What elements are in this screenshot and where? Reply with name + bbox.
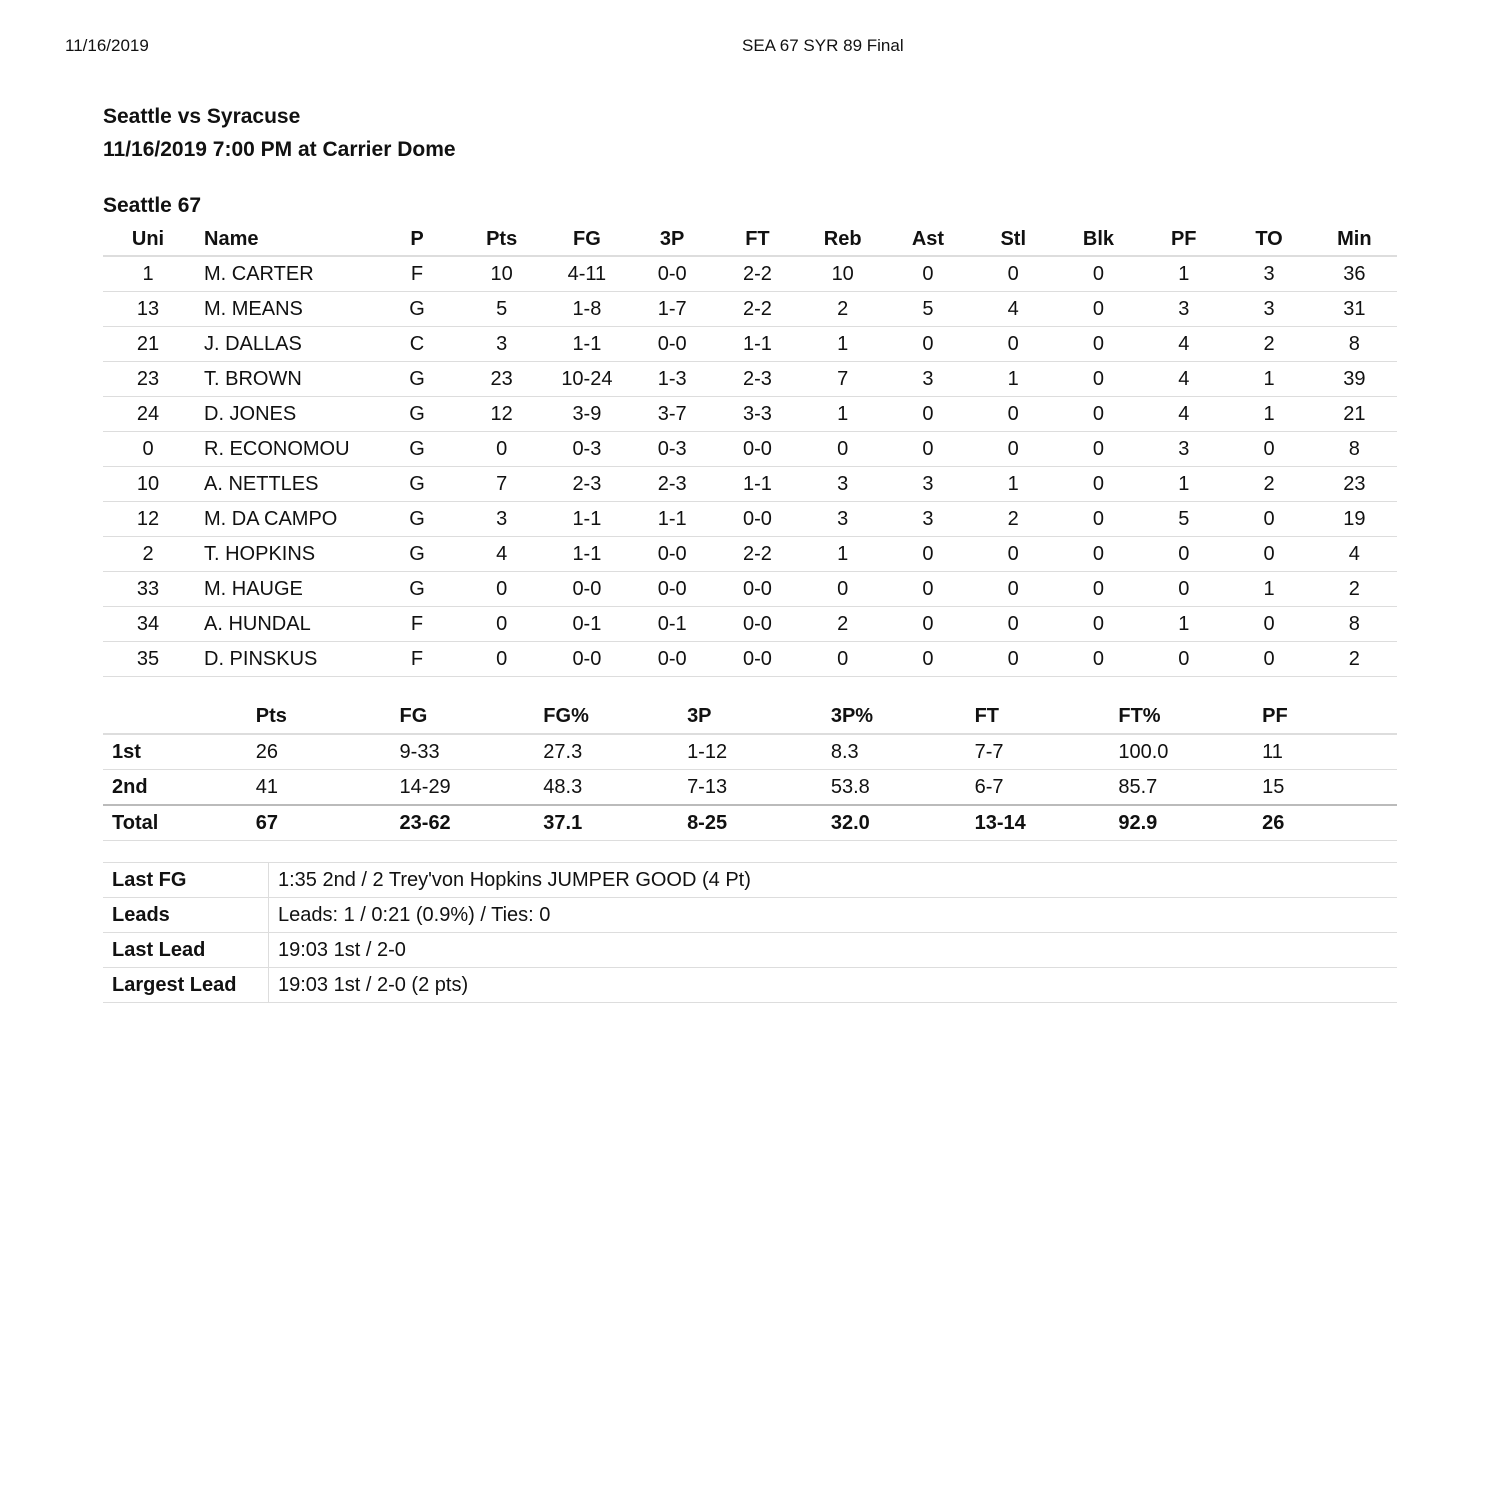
team-title: Seattle 67 xyxy=(103,194,202,217)
period-cell: 100.0 xyxy=(1109,734,1253,770)
player-cell-fg: 0-1 xyxy=(544,607,629,642)
player-row xyxy=(103,537,1397,572)
player-row xyxy=(103,327,1397,362)
player-cell-3p: 0-0 xyxy=(630,572,715,607)
player-row xyxy=(103,502,1397,537)
player-cell-fg: 4-11 xyxy=(544,256,629,292)
player-cell-ft: 1-1 xyxy=(715,327,800,362)
player-cell-ast: 3 xyxy=(885,502,970,537)
column-header: Reb xyxy=(800,223,885,256)
column-header: FG xyxy=(391,699,535,734)
player-cell-ft: 2-2 xyxy=(715,256,800,292)
player-cell-ft: 0-0 xyxy=(715,432,800,467)
info-row xyxy=(103,863,1397,898)
player-cell-reb: 0 xyxy=(800,572,885,607)
column-header: Ast xyxy=(885,223,970,256)
player-cell-to: 1 xyxy=(1226,397,1311,432)
player-cell-pts: 23 xyxy=(459,362,544,397)
column-header: FT xyxy=(715,223,800,256)
player-cell-pts: 0 xyxy=(459,572,544,607)
period-cell: 85.7 xyxy=(1109,770,1253,806)
player-cell-stl: 0 xyxy=(971,607,1056,642)
period-cell: 32.0 xyxy=(822,805,966,841)
player-row xyxy=(103,432,1397,467)
player-cell-min: 21 xyxy=(1312,397,1397,432)
player-cell-reb: 1 xyxy=(800,397,885,432)
period-label: 1st xyxy=(103,734,247,770)
info-value: 19:03 1st / 2-0 (2 pts) xyxy=(269,968,1398,1003)
player-cell-blk: 0 xyxy=(1056,537,1141,572)
info-label: Last FG xyxy=(103,863,269,898)
period-cell: 11 xyxy=(1253,734,1397,770)
player-cell-uni: 2 xyxy=(103,537,193,572)
player-cell-to: 0 xyxy=(1226,537,1311,572)
player-cell-name: M. MEANS xyxy=(193,292,375,327)
player-cell-stl: 0 xyxy=(971,327,1056,362)
player-cell-blk: 0 xyxy=(1056,572,1141,607)
player-cell-ft: 2-3 xyxy=(715,362,800,397)
player-cell-p: G xyxy=(375,432,459,467)
player-cell-3p: 0-3 xyxy=(630,432,715,467)
player-cell-reb: 0 xyxy=(800,642,885,677)
player-cell-3p: 0-1 xyxy=(630,607,715,642)
print-title: SEA 67 SYR 89 Final xyxy=(742,36,904,55)
period-cell: 26 xyxy=(1253,805,1397,841)
player-cell-fg: 0-0 xyxy=(544,572,629,607)
player-row xyxy=(103,397,1397,432)
info-label: Last Lead xyxy=(103,933,269,968)
column-header: Uni xyxy=(103,223,193,256)
player-cell-pf: 0 xyxy=(1141,642,1226,677)
player-cell-min: 36 xyxy=(1312,256,1397,292)
period-cell: 23-62 xyxy=(391,805,535,841)
player-cell-reb: 2 xyxy=(800,607,885,642)
column-header: Pts xyxy=(247,699,391,734)
player-cell-ast: 0 xyxy=(885,327,970,362)
player-row xyxy=(103,467,1397,502)
player-cell-fg: 2-3 xyxy=(544,467,629,502)
period-cell: 14-29 xyxy=(391,770,535,806)
player-cell-reb: 2 xyxy=(800,292,885,327)
player-cell-to: 0 xyxy=(1226,607,1311,642)
player-cell-fg: 1-8 xyxy=(544,292,629,327)
column-header: FG% xyxy=(534,699,678,734)
player-cell-min: 39 xyxy=(1312,362,1397,397)
player-cell-pts: 3 xyxy=(459,502,544,537)
player-cell-reb: 1 xyxy=(800,327,885,362)
player-cell-min: 8 xyxy=(1312,432,1397,467)
player-cell-p: F xyxy=(375,607,459,642)
period-cell: 27.3 xyxy=(534,734,678,770)
player-cell-ft: 2-2 xyxy=(715,537,800,572)
info-label: Largest Lead xyxy=(103,968,269,1003)
player-cell-fg: 1-1 xyxy=(544,502,629,537)
player-cell-name: A. NETTLES xyxy=(193,467,375,502)
player-cell-pts: 10 xyxy=(459,256,544,292)
player-cell-p: G xyxy=(375,292,459,327)
player-cell-blk: 0 xyxy=(1056,467,1141,502)
player-cell-name: A. HUNDAL xyxy=(193,607,375,642)
player-cell-reb: 1 xyxy=(800,537,885,572)
player-cell-pf: 1 xyxy=(1141,467,1226,502)
player-cell-fg: 3-9 xyxy=(544,397,629,432)
player-cell-ast: 3 xyxy=(885,467,970,502)
player-cell-3p: 1-3 xyxy=(630,362,715,397)
player-cell-ast: 3 xyxy=(885,362,970,397)
player-cell-pf: 0 xyxy=(1141,537,1226,572)
period-cell: 9-33 xyxy=(391,734,535,770)
player-cell-ft: 0-0 xyxy=(715,502,800,537)
player-cell-p: F xyxy=(375,642,459,677)
period-cell: 7-7 xyxy=(966,734,1110,770)
info-row xyxy=(103,933,1397,968)
player-cell-pf: 1 xyxy=(1141,607,1226,642)
box-score-table xyxy=(103,223,1397,677)
period-cell: 8.3 xyxy=(822,734,966,770)
player-cell-name: D. JONES xyxy=(193,397,375,432)
player-cell-pf: 1 xyxy=(1141,256,1226,292)
player-cell-3p: 3-7 xyxy=(630,397,715,432)
player-cell-pf: 3 xyxy=(1141,432,1226,467)
player-cell-min: 2 xyxy=(1312,642,1397,677)
player-cell-to: 3 xyxy=(1226,256,1311,292)
player-cell-p: G xyxy=(375,572,459,607)
player-cell-min: 31 xyxy=(1312,292,1397,327)
player-cell-name: D. PINSKUS xyxy=(193,642,375,677)
player-cell-ast: 0 xyxy=(885,256,970,292)
column-header xyxy=(103,699,247,734)
player-cell-ast: 0 xyxy=(885,572,970,607)
period-cell: 67 xyxy=(247,805,391,841)
half-totals-table xyxy=(103,699,1397,841)
player-cell-pts: 0 xyxy=(459,642,544,677)
game-matchup: Seattle vs Syracuse xyxy=(103,105,301,128)
player-cell-to: 2 xyxy=(1226,327,1311,362)
period-row xyxy=(103,734,1397,770)
player-cell-to: 0 xyxy=(1226,642,1311,677)
player-cell-3p: 1-7 xyxy=(630,292,715,327)
player-cell-3p: 0-0 xyxy=(630,642,715,677)
player-cell-3p: 0-0 xyxy=(630,537,715,572)
player-cell-pf: 4 xyxy=(1141,362,1226,397)
period-cell: 37.1 xyxy=(534,805,678,841)
player-cell-pts: 5 xyxy=(459,292,544,327)
player-cell-blk: 0 xyxy=(1056,362,1141,397)
player-cell-3p: 2-3 xyxy=(630,467,715,502)
player-cell-to: 2 xyxy=(1226,467,1311,502)
player-cell-uni: 35 xyxy=(103,642,193,677)
column-header: Blk xyxy=(1056,223,1141,256)
player-row xyxy=(103,292,1397,327)
player-row xyxy=(103,607,1397,642)
player-row xyxy=(103,362,1397,397)
player-cell-p: G xyxy=(375,397,459,432)
column-header: TO xyxy=(1226,223,1311,256)
column-header: P xyxy=(375,223,459,256)
player-cell-stl: 0 xyxy=(971,572,1056,607)
player-cell-ft: 3-3 xyxy=(715,397,800,432)
player-cell-p: G xyxy=(375,502,459,537)
player-cell-pts: 0 xyxy=(459,607,544,642)
player-cell-blk: 0 xyxy=(1056,256,1141,292)
period-cell: 13-14 xyxy=(966,805,1110,841)
player-cell-to: 0 xyxy=(1226,502,1311,537)
player-cell-ast: 0 xyxy=(885,397,970,432)
player-cell-ast: 0 xyxy=(885,642,970,677)
column-header: PF xyxy=(1141,223,1226,256)
player-cell-pf: 4 xyxy=(1141,327,1226,362)
player-cell-pts: 4 xyxy=(459,537,544,572)
player-cell-min: 23 xyxy=(1312,467,1397,502)
print-date: 11/16/2019 xyxy=(65,36,149,55)
period-row xyxy=(103,770,1397,806)
player-cell-fg: 0-3 xyxy=(544,432,629,467)
player-cell-stl: 0 xyxy=(971,432,1056,467)
column-header: Stl xyxy=(971,223,1056,256)
info-label: Leads xyxy=(103,898,269,933)
player-cell-ft: 1-1 xyxy=(715,467,800,502)
player-cell-uni: 1 xyxy=(103,256,193,292)
column-header: Min xyxy=(1312,223,1397,256)
player-cell-stl: 4 xyxy=(971,292,1056,327)
column-header: FT xyxy=(966,699,1110,734)
player-cell-fg: 0-0 xyxy=(544,642,629,677)
player-cell-ft: 2-2 xyxy=(715,292,800,327)
player-cell-name: M. HAUGE xyxy=(193,572,375,607)
info-row xyxy=(103,968,1397,1003)
player-cell-uni: 10 xyxy=(103,467,193,502)
player-cell-uni: 24 xyxy=(103,397,193,432)
player-cell-stl: 2 xyxy=(971,502,1056,537)
player-cell-reb: 7 xyxy=(800,362,885,397)
player-cell-to: 1 xyxy=(1226,572,1311,607)
player-row xyxy=(103,642,1397,677)
period-cell: 7-13 xyxy=(678,770,822,806)
player-cell-fg: 1-1 xyxy=(544,537,629,572)
player-cell-name: T. BROWN xyxy=(193,362,375,397)
player-cell-reb: 3 xyxy=(800,467,885,502)
info-row xyxy=(103,898,1397,933)
info-value: 19:03 1st / 2-0 xyxy=(269,933,1398,968)
player-cell-uni: 23 xyxy=(103,362,193,397)
player-cell-name: J. DALLAS xyxy=(193,327,375,362)
period-cell: 48.3 xyxy=(534,770,678,806)
player-row xyxy=(103,256,1397,292)
column-header: 3P xyxy=(630,223,715,256)
period-cell: 41 xyxy=(247,770,391,806)
player-cell-ft: 0-0 xyxy=(715,572,800,607)
column-header: FG xyxy=(544,223,629,256)
player-cell-pf: 0 xyxy=(1141,572,1226,607)
period-cell: 15 xyxy=(1253,770,1397,806)
player-cell-ast: 5 xyxy=(885,292,970,327)
player-cell-uni: 13 xyxy=(103,292,193,327)
player-cell-pts: 0 xyxy=(459,432,544,467)
period-cell: 26 xyxy=(247,734,391,770)
player-cell-ast: 0 xyxy=(885,537,970,572)
period-cell: 1-12 xyxy=(678,734,822,770)
player-cell-blk: 0 xyxy=(1056,327,1141,362)
player-cell-stl: 0 xyxy=(971,256,1056,292)
player-row xyxy=(103,572,1397,607)
period-label: 2nd xyxy=(103,770,247,806)
player-cell-reb: 0 xyxy=(800,432,885,467)
player-cell-to: 0 xyxy=(1226,432,1311,467)
period-cell: 8-25 xyxy=(678,805,822,841)
player-cell-min: 4 xyxy=(1312,537,1397,572)
player-cell-fg: 10-24 xyxy=(544,362,629,397)
player-cell-ast: 0 xyxy=(885,607,970,642)
player-cell-stl: 1 xyxy=(971,362,1056,397)
player-cell-blk: 0 xyxy=(1056,432,1141,467)
player-cell-name: T. HOPKINS xyxy=(193,537,375,572)
player-cell-to: 3 xyxy=(1226,292,1311,327)
player-cell-pts: 7 xyxy=(459,467,544,502)
period-row xyxy=(103,805,1397,841)
info-value: Leads: 1 / 0:21 (0.9%) / Ties: 0 xyxy=(269,898,1398,933)
player-cell-p: F xyxy=(375,256,459,292)
player-cell-pf: 3 xyxy=(1141,292,1226,327)
player-cell-p: G xyxy=(375,467,459,502)
player-cell-p: G xyxy=(375,537,459,572)
period-cell: 53.8 xyxy=(822,770,966,806)
player-cell-reb: 10 xyxy=(800,256,885,292)
player-cell-fg: 1-1 xyxy=(544,327,629,362)
player-cell-blk: 0 xyxy=(1056,642,1141,677)
column-header: 3P% xyxy=(822,699,966,734)
player-cell-pf: 5 xyxy=(1141,502,1226,537)
column-header: Pts xyxy=(459,223,544,256)
column-header: FT% xyxy=(1109,699,1253,734)
player-cell-name: M. CARTER xyxy=(193,256,375,292)
period-cell: 6-7 xyxy=(966,770,1110,806)
player-cell-name: M. DA CAMPO xyxy=(193,502,375,537)
player-cell-pts: 12 xyxy=(459,397,544,432)
player-cell-ft: 0-0 xyxy=(715,642,800,677)
player-cell-stl: 0 xyxy=(971,397,1056,432)
player-cell-stl: 1 xyxy=(971,467,1056,502)
player-cell-stl: 0 xyxy=(971,642,1056,677)
player-cell-pf: 4 xyxy=(1141,397,1226,432)
period-label: Total xyxy=(103,805,247,841)
player-cell-min: 19 xyxy=(1312,502,1397,537)
player-cell-blk: 0 xyxy=(1056,502,1141,537)
game-datetime-venue: 11/16/2019 7:00 PM at Carrier Dome xyxy=(103,138,456,161)
game-info-table xyxy=(103,862,1397,1003)
column-header: PF xyxy=(1253,699,1397,734)
player-cell-ast: 0 xyxy=(885,432,970,467)
column-header: 3P xyxy=(678,699,822,734)
player-cell-blk: 0 xyxy=(1056,397,1141,432)
player-cell-ft: 0-0 xyxy=(715,607,800,642)
player-cell-min: 8 xyxy=(1312,607,1397,642)
player-cell-reb: 3 xyxy=(800,502,885,537)
player-cell-min: 8 xyxy=(1312,327,1397,362)
column-header: Name xyxy=(193,223,375,256)
player-cell-uni: 0 xyxy=(103,432,193,467)
player-cell-blk: 0 xyxy=(1056,292,1141,327)
player-cell-p: C xyxy=(375,327,459,362)
player-cell-3p: 0-0 xyxy=(630,327,715,362)
player-cell-3p: 1-1 xyxy=(630,502,715,537)
player-cell-blk: 0 xyxy=(1056,607,1141,642)
player-cell-min: 2 xyxy=(1312,572,1397,607)
player-cell-3p: 0-0 xyxy=(630,256,715,292)
player-cell-pts: 3 xyxy=(459,327,544,362)
player-cell-uni: 21 xyxy=(103,327,193,362)
player-cell-uni: 33 xyxy=(103,572,193,607)
info-value: 1:35 2nd / 2 Trey'von Hopkins JUMPER GOOD (4 Pt) xyxy=(269,863,1398,898)
player-cell-uni: 12 xyxy=(103,502,193,537)
player-cell-stl: 0 xyxy=(971,537,1056,572)
player-cell-uni: 34 xyxy=(103,607,193,642)
period-cell: 92.9 xyxy=(1109,805,1253,841)
player-cell-name: R. ECONOMOU xyxy=(193,432,375,467)
player-cell-p: G xyxy=(375,362,459,397)
player-cell-to: 1 xyxy=(1226,362,1311,397)
